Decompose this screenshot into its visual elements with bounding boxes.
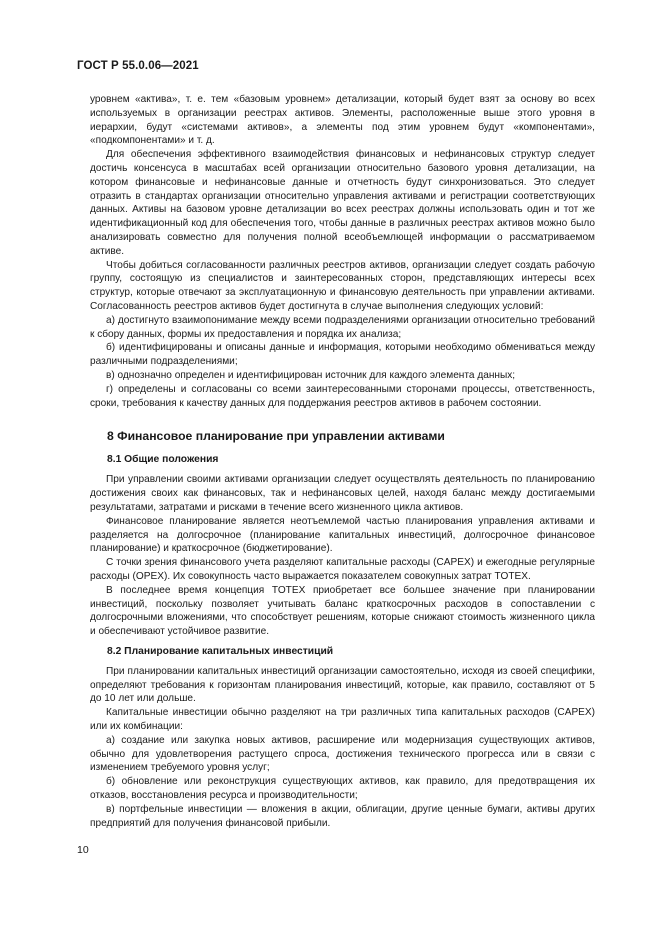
paragraph: При управлении своими активами организации следует осуществлять деятельность по планированию достижения своих как финансовых, так и нефинансовых целей, находя баланс между достигаемыми результатами, затратами и рисками в течение всего жизненного цикла активов. bbox=[90, 474, 595, 513]
list-item: б) обновление или реконструкция существующих активов, как правило, для предотвращения их отказов, восстановления ресурса и производительности; bbox=[90, 776, 595, 802]
paragraph: Чтобы добиться согласованности различных реестров активов, организации следует создать рабочую группу, состоящую из специалистов и заинтересованных сторон, представляющих интересы всех структур, которые отвечают за эксплуатационную и финансовую деятельность при управлении активами. Согласованность реестров активов будет достигнута в случае выполнения следующих условий: bbox=[90, 259, 595, 312]
paragraph: Капитальные инвестиции обычно разделяют на три различных типа капитальных расходов (CAPEX) или их комбинации: bbox=[90, 707, 595, 733]
list-item: в) портфельные инвестиции — вложения в акции, облигации, другие ценные бумаги, активы других предприятий для получения финансовой прибыли. bbox=[90, 803, 595, 829]
paragraph: Финансовое планирование является неотъемлемой частью планирования управления активами и разделяется на долгосрочное (планирование капитальных инвестиций, долгосрочное финансовое планирование) и краткосрочное (бюджетирование). bbox=[90, 515, 595, 555]
list-item: б) идентифицированы и описаны данные и информация, которыми необходимо обмениваться между различными подразделениями; bbox=[90, 342, 595, 368]
list-item: в) однозначно определен и идентифицирован источник для каждого элемента данных; bbox=[106, 369, 516, 381]
list-item: а) достигнуто взаимопонимание между всеми подразделениями организации относительно требований к сбору данных, формы их предоставления и порядка их анализа; bbox=[90, 314, 595, 340]
document-header: ГОСТ Р 55.0.06—2021 bbox=[77, 60, 199, 72]
page-number: 10 bbox=[77, 844, 89, 856]
list-item: а) создание или закупка новых активов, расширение или модернизация существующих активов, обычно для удовлетворения растущего спроса, достижения технического прогресса или в связи с изменением требуемого уровня услуг; bbox=[90, 734, 595, 774]
paragraph: При планировании капитальных инвестиций организации самостоятельно, исходя из своей специфики, определяют требования к горизонтам планирования инвестиций, которые, как правило, составляют от 5 до 10 лет или дольше. bbox=[90, 665, 595, 705]
subsection-heading: 8.1 Общие положения bbox=[107, 454, 219, 466]
paragraph: С точки зрения финансового учета разделяют капитальные расходы (CAPEX) и ежегодные регулярные расходы (OPEX). Их совокупность часто выражается показателем совокупных затрат TOTEX. bbox=[90, 557, 595, 582]
paragraph: уровнем «актива», т. е. тем «базовым уровнем» детализации, который будет взят за основу во всех используемых в организации реестрах активов. Элементы, расположенные выше этого уровня в иерархии, будут «системами активов», а элементы под этим уровнем будут «компонентами», «подкомпонентами» и т. д. bbox=[90, 94, 595, 147]
paragraph: Для обеспечения эффективного взаимодействия финансовых и нефинансовых структур следует достичь консенсуса в масштабах всей организации относительно базового уровня детализации, на котором финансовые и нефинансовые данные и отчетность будут синхронизоваться. Это следует отразить в стандартах организации относительно управления активами и регистрации соответствующих данных. Активы на базовом уровне детализации во всех реестрах должны использовать один и тот же идентификационный код для обеспечения того, чтобы данные в различных реестрах активов можно было анализировать совместно для получения полной всеобъемлющей информации о рассматриваемом активе. bbox=[90, 149, 595, 257]
page-body bbox=[90, 93, 595, 830]
subsection-heading: 8.2 Планирование капитальных инвестиций bbox=[107, 645, 334, 657]
list-item: г) определены и согласованы со всеми заинтересованными сторонами процессы, ответственность, сроки, требования к качеству данных для поддержания реестров активов в рабочем состоянии. bbox=[90, 383, 595, 409]
paragraph: В последнее время концепция TOTEX приобретает все большее значение при планировании инвестиций, поскольку позволяет учитывать баланс краткосрочных расходов в сопоставлении с долгосрочными вложениями, что способствует решениям, которые снижают стоимость жизненного цикла и обеспечивают устойчивое развитие. bbox=[90, 584, 595, 638]
section-heading: 8 Финансовое планирование при управлении активами bbox=[107, 429, 445, 444]
